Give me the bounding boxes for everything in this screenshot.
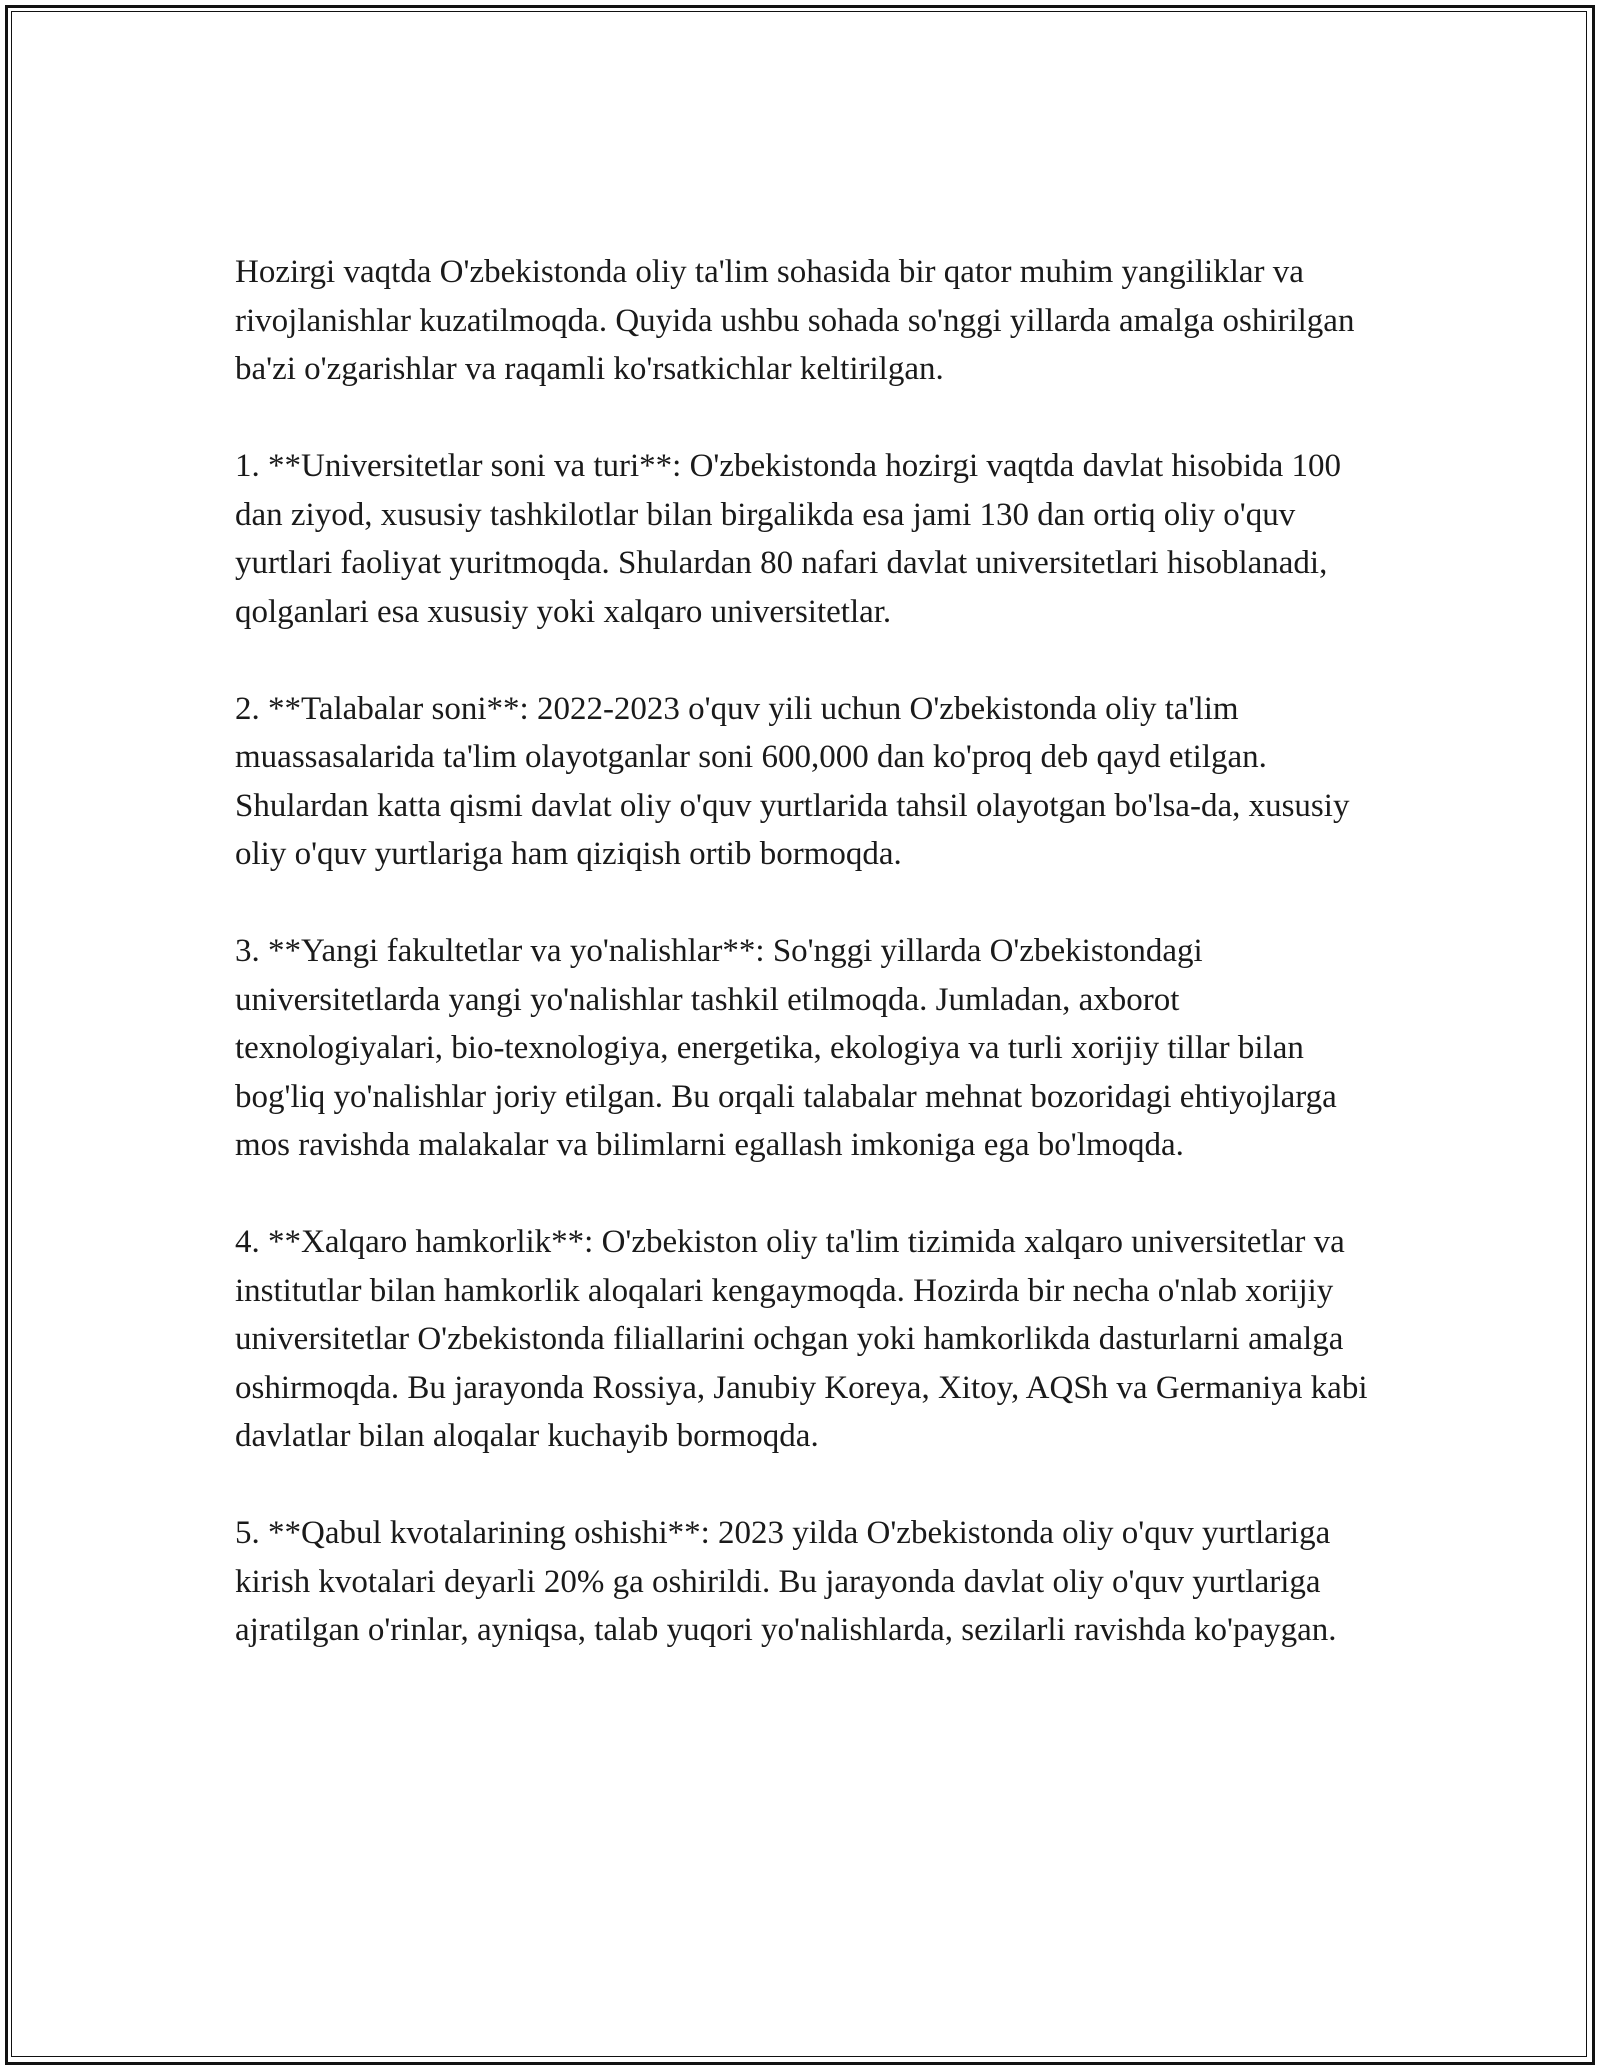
- point-quotas-paragraph: 5. **Qabul kvotalarining oshishi**: 2023 yilda O'zbekistonda oliy o'quv yurtlariga kirish kvotalari deyarli 20% ga oshirildi. Bu jarayonda davlat oliy o'quv yurtlariga ajratilgan o'rinlar, ayniqsa, talab yuqori yo'nalishlarda, sezilarli ravishda ko'paygan.: [235, 1515, 1337, 1648]
- intro-paragraph: Hozirgi vaqtda O'zbekistonda oliy ta'lim sohasida bir qator muhim yangiliklar va rivojlanishlar kuzatilmoqda. Quyida ushbu sohada so'nggi yillarda amalga oshirilgan ba'zi o'zgarishlar va raqamli ko'rsatkichlar keltirilgan.: [235, 254, 1355, 387]
- point-students-paragraph: 2. **Talabalar soni**: 2022-2023 o'quv yili uchun O'zbekistonda oliy ta'lim muassasalarida ta'lim olayotganlar soni 600,000 dan ko'proq deb qayd etilgan. Shulardan katta qismi davlat oliy o'quv yurtlarida tahsil olayotgan bo'lsa-da, xususiy oliy o'quv yurtlariga ham qiziqish ortib bormoqda.: [235, 690, 1350, 872]
- point-universities-paragraph: 1. **Universitetlar soni va turi**: O'zbekistonda hozirgi vaqtda davlat hisobida 100 dan ziyod, xususiy tashkilotlar bilan birgalikda esa jami 130 dan ortiq oliy o'quv yurtlari faoliyat yuritmoqda. Shulardan 80 nafari davlat universitetlari hisoblanadi, qolganlari esa xususiy yoki xalqaro universitetlar.: [235, 448, 1342, 630]
- point-faculties-paragraph: 3. **Yangi fakultetlar va yo'nalishlar**: So'nggi yillarda O'zbekistondagi universitetlarda yangi yo'nalishlar tashkil etilmoqda. Jumladan, axborot texnologiyalari, bio-texnologiya, energetika, ekologiya va turli xorijiy tillar bilan bog'liq yo'nalishlar joriy etilgan. Bu orqali talabalar mehnat bozoridagi ehtiyojlarga mos ravishda malakalar va bilimlarni egallash imkoniga ega bo'lmoqda.: [235, 933, 1337, 1163]
- point-cooperation-paragraph: 4. **Xalqaro hamkorlik**: O'zbekiston oliy ta'lim tizimida xalqaro universitetlar va institutlar bilan hamkorlik aloqalari kengaymoqda. Hozirda bir necha o'nlab xorijiy universitetlar O'zbekistonda filiallarini ochgan yoki hamkorlikda dasturlarni amalga oshirmoqda. Bu jarayonda Rossiya, Janubiy Koreya, Xitoy, AQSh va Germaniya kabi davlatlar bilan aloqalar kuchayib bormoqda.: [235, 1224, 1368, 1454]
- document-body: [235, 248, 1385, 1655]
